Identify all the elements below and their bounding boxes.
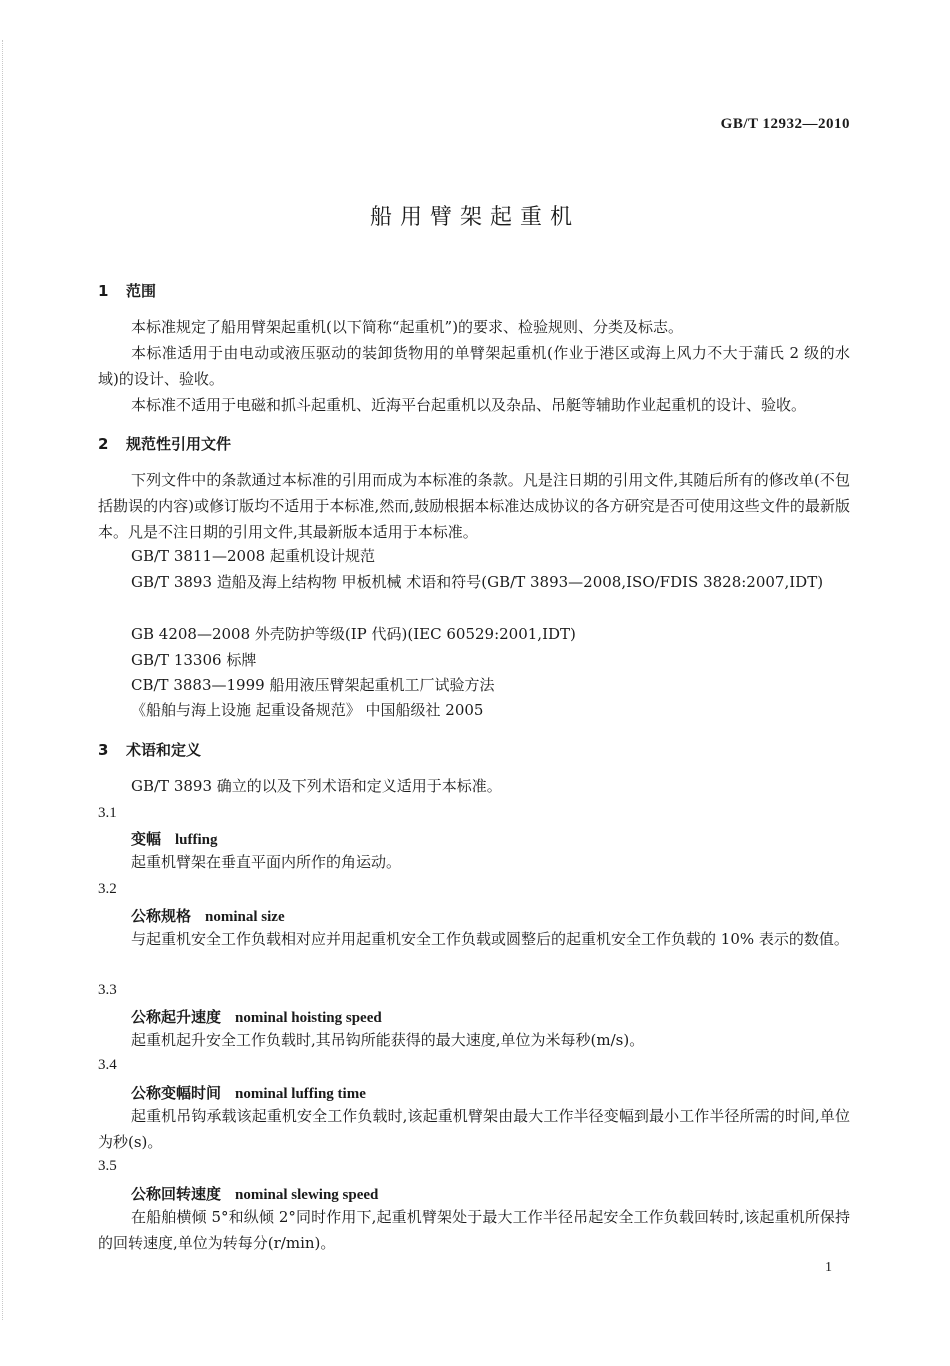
reference-item: GB/T 3811—2008 起重机设计规范 bbox=[131, 547, 375, 565]
reference-item: GB 4208—2008 外壳防护等级(IP 代码)(IEC 60529:2001,IDT) bbox=[131, 625, 576, 643]
term-definition: 起重机臂架在垂直平面内所作的角运动。 bbox=[131, 853, 402, 871]
term-number: 3.2 bbox=[98, 881, 117, 897]
term-definition: 起重机吊钩承载该起重机安全工作负载时,该起重机臂架由最大工作半径变幅到最小工作半径所需的时间,单位为秒(s)。 bbox=[98, 1107, 850, 1151]
reference-item: GB/T 3893 造船及海上结构物 甲板机械 术语和符号(GB/T 3893—2008,ISO/FDIS 3828:2007,IDT) bbox=[131, 573, 824, 591]
term-number: 3.3 bbox=[98, 982, 117, 998]
section-title: 规范性引用文件 bbox=[126, 435, 232, 453]
section-number: 2 bbox=[98, 435, 109, 453]
section-3-paragraph-1: GB/T 3893 确立的以及下列术语和定义适用于本标准。 bbox=[131, 777, 502, 795]
term-zh: 公称变幅时间 bbox=[131, 1084, 222, 1102]
reference-item: 《船舶与海上设施 起重设备规范》 中国船级社 2005 bbox=[131, 701, 484, 719]
term-heading bbox=[131, 828, 218, 849]
section-title: 范围 bbox=[126, 282, 157, 300]
term-zh: 公称回转速度 bbox=[131, 1185, 222, 1203]
term-number: 3.4 bbox=[98, 1057, 117, 1073]
term-zh: 公称规格 bbox=[131, 907, 192, 925]
term-zh: 公称起升速度 bbox=[131, 1008, 222, 1026]
term-en: nominal size bbox=[205, 909, 285, 925]
section-1-paragraph-2: 本标准适用于由电动或液压驱动的装卸货物用的单臂架起重机(作业于港区或海上风力不大于蒲氏 2 级的水域)的设计、验收。 bbox=[98, 344, 850, 388]
section-1-paragraph-3: 本标准不适用于电磁和抓斗起重机、近海平台起重机以及杂品、吊艇等辅助作业起重机的设计、验收。 bbox=[131, 396, 807, 414]
term-heading bbox=[131, 905, 285, 926]
term-number: 3.5 bbox=[98, 1158, 117, 1174]
term-en: nominal slewing speed bbox=[235, 1187, 379, 1203]
term-heading bbox=[131, 1006, 382, 1027]
term-definition: 与起重机安全工作负载相对应并用起重机安全工作负载或圆整后的起重机安全工作负载的 10% 表示的数值。 bbox=[131, 930, 849, 948]
term-en: nominal luffing time bbox=[235, 1086, 366, 1102]
term-heading bbox=[131, 1082, 366, 1103]
term-definition: 起重机起升安全工作负载时,其吊钩所能获得的最大速度,单位为米每秒(m/s)。 bbox=[131, 1031, 645, 1049]
document-title: 船用臂架起重机 bbox=[369, 205, 580, 230]
section-title: 术语和定义 bbox=[126, 741, 202, 759]
section-1-paragraph-1: 本标准规定了船用臂架起重机(以下简称“起重机”)的要求、检验规则、分类及标志。 bbox=[131, 318, 684, 336]
reference-item: CB/T 3883—1999 船用液压臂架起重机工厂试验方法 bbox=[131, 676, 495, 694]
section-2-paragraph-1: 下列文件中的条款通过本标准的引用而成为本标准的条款。凡是注日期的引用文件,其随后所有的修改单(不包括勘误的内容)或修订版均不适用于本标准,然而,鼓励根据本标准达成协议的各方研究是否可使用这些文件的最新版本。凡是不注日期的引用文件,其最新版本适用于本标准。 bbox=[98, 471, 850, 541]
reference-item: GB/T 13306 标牌 bbox=[131, 651, 257, 669]
term-definition: 在船舶横倾 5°和纵倾 2°同时作用下,起重机臂架处于最大工作半径吊起安全工作负载回转时,该起重机所保持的回转速度,单位为转每分(r/min)。 bbox=[98, 1208, 850, 1252]
binding-margin-marks bbox=[2, 40, 6, 1320]
term-zh: 变幅 bbox=[131, 830, 162, 848]
page-number: 1 bbox=[825, 1260, 832, 1275]
section-number: 3 bbox=[98, 741, 109, 759]
section-number: 1 bbox=[98, 282, 109, 300]
term-en: nominal hoisting speed bbox=[235, 1010, 382, 1026]
standard-code: GB/T 12932—2010 bbox=[720, 116, 850, 132]
term-en: luffing bbox=[175, 832, 218, 848]
term-number: 3.1 bbox=[98, 805, 117, 821]
section-heading-1 bbox=[98, 280, 156, 301]
section-heading-3 bbox=[98, 739, 201, 760]
term-heading bbox=[131, 1183, 378, 1204]
section-heading-2 bbox=[98, 433, 231, 454]
